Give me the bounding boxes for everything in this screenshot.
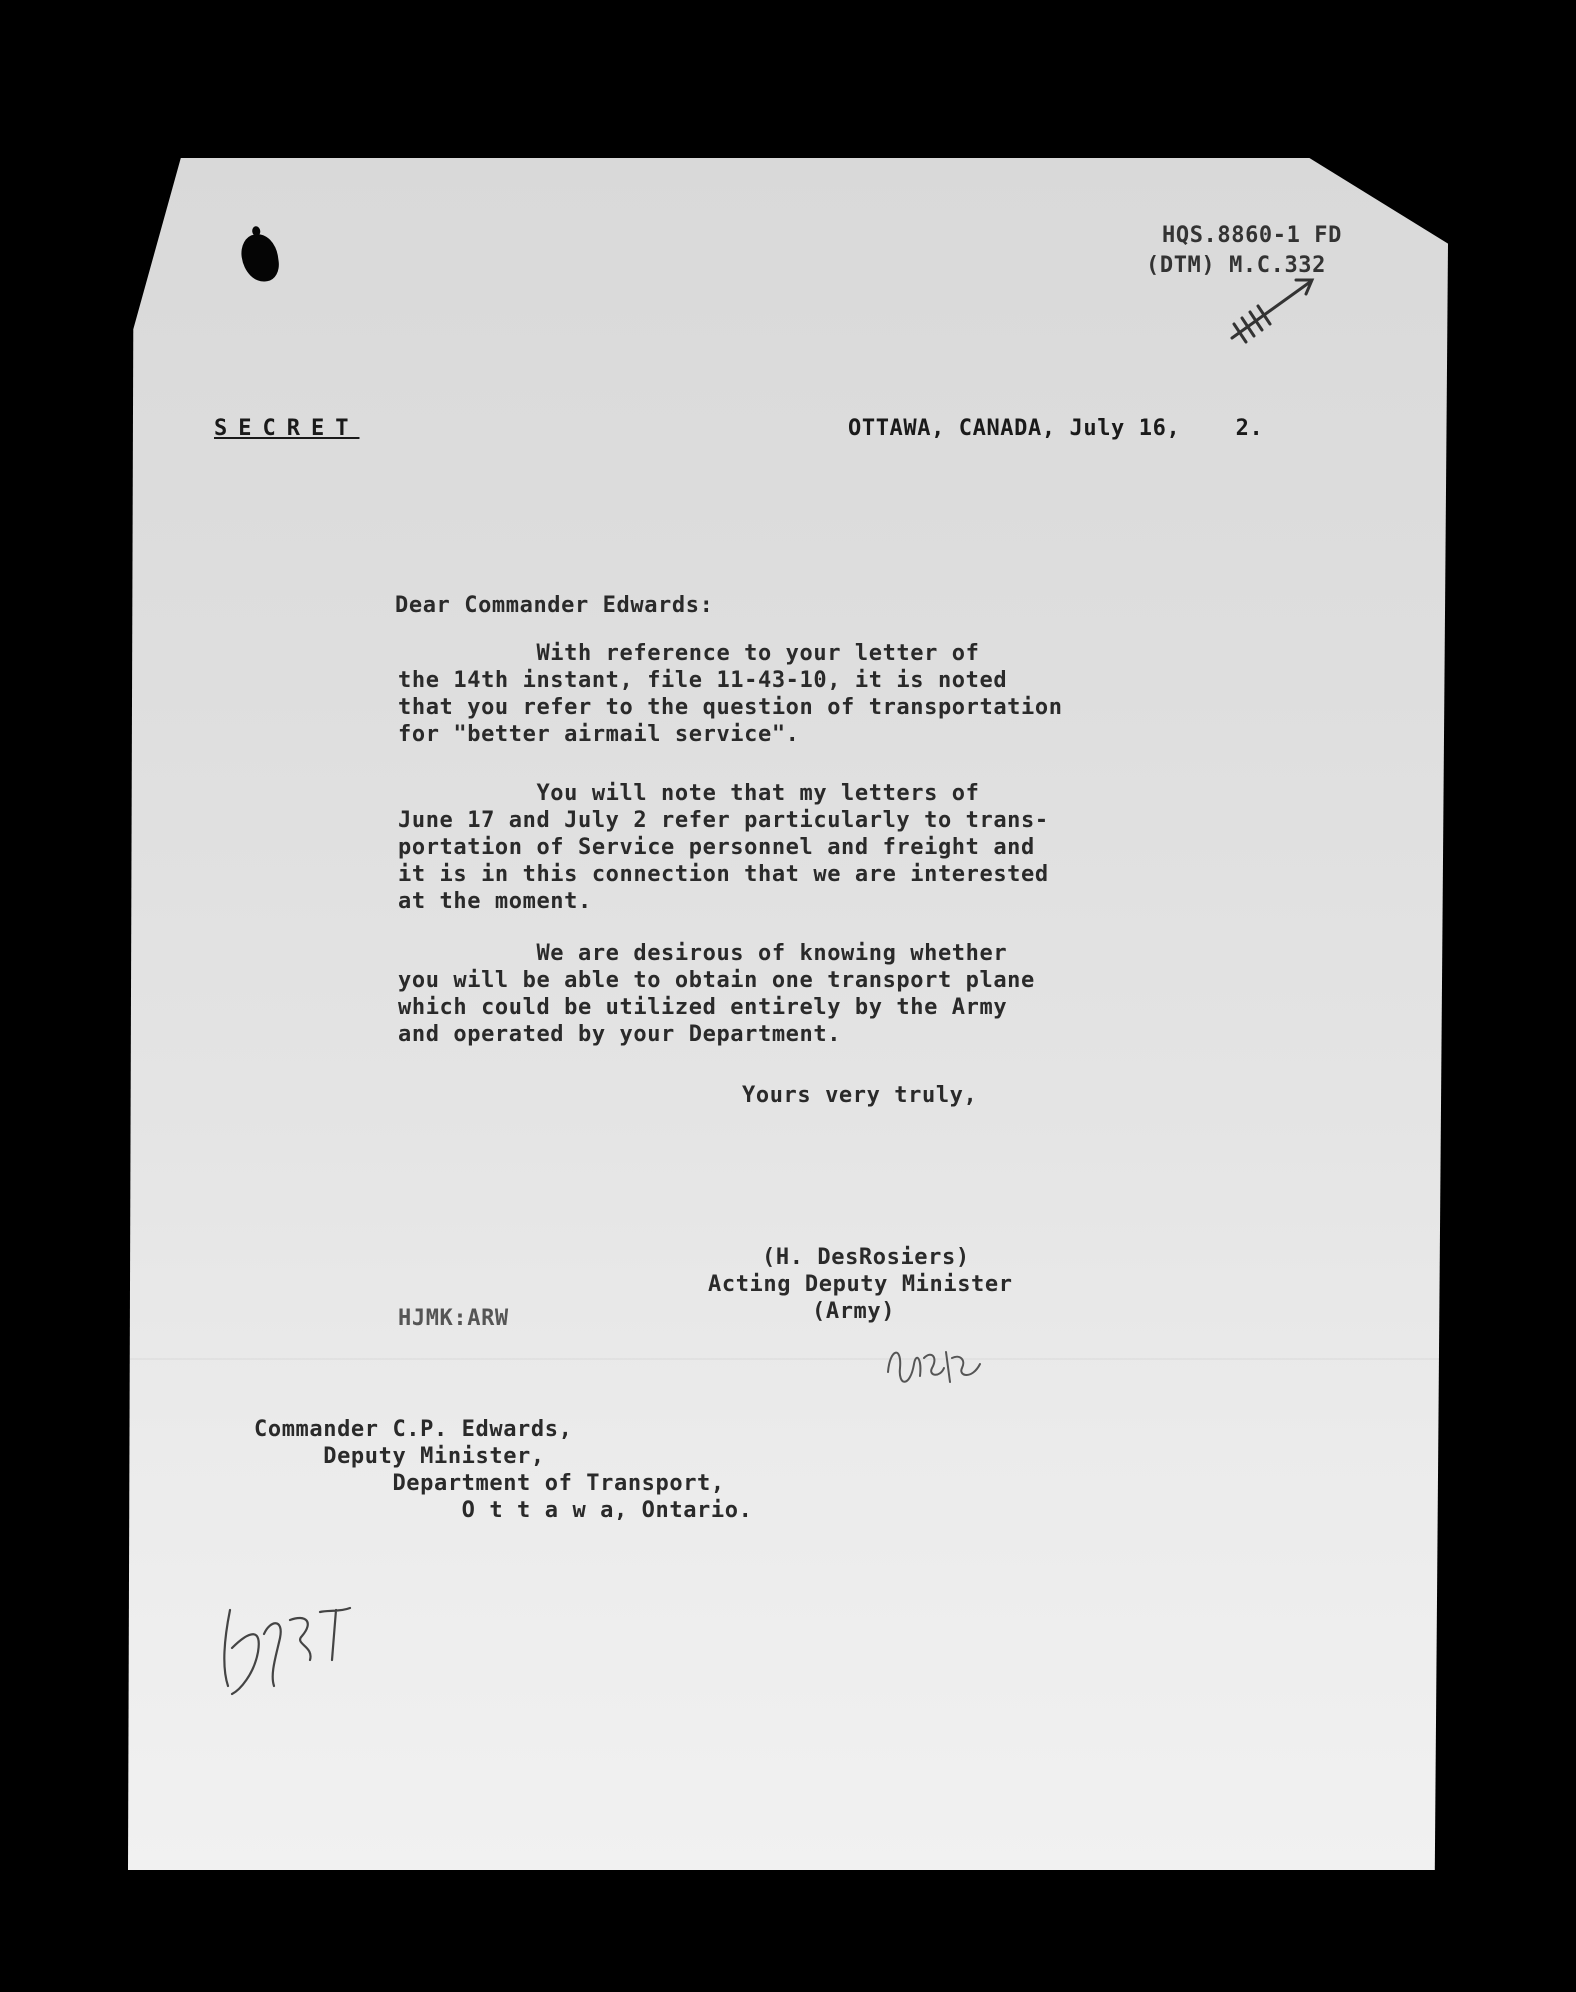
handwritten-initials-large: [210, 1590, 370, 1700]
dateline: OTTAWA, CANADA, July 16, 2.: [848, 416, 1264, 441]
typist-initials: HJMK:ARW: [398, 1306, 509, 1331]
arrow-stamp-icon: [1222, 272, 1318, 350]
body-paragraph-2: You will note that my letters of June 17 and July 2 refer particularly to trans- portation of Service personnel and freight and it is in this connection that we are interested at the moment.: [398, 781, 1049, 914]
addressee-block: Commander C.P. Edwards, Deputy Minister, Department of Transport, O t t a w a, Ontario.: [254, 1417, 753, 1523]
signatory-title: Acting Deputy Minister: [708, 1272, 1013, 1297]
signatory-name: (H. DesRosiers): [762, 1245, 970, 1270]
body-paragraph-1: With reference to your letter of the 14th instant, file 11-43-10, it is noted that you refer to the question of transportation for "better airmail service".: [398, 641, 1063, 747]
file-reference-line-1: HQS.8860-1 FD: [1162, 223, 1342, 248]
fold-line: [130, 1358, 1440, 1360]
handwritten-initials-small: [880, 1328, 990, 1398]
closing: Yours very truly,: [742, 1083, 978, 1108]
body-paragraph-3: We are desirous of knowing whether you will be able to obtain one transport plane which could be utilized entirely by the Army and operated by your Department.: [398, 941, 1035, 1047]
salutation: Dear Commander Edwards:: [395, 593, 714, 618]
signatory-branch: (Army): [812, 1299, 896, 1324]
classification-stamp: SECRET: [214, 416, 360, 441]
file-reference-line-2: (DTM) M.C.332: [1146, 253, 1326, 278]
